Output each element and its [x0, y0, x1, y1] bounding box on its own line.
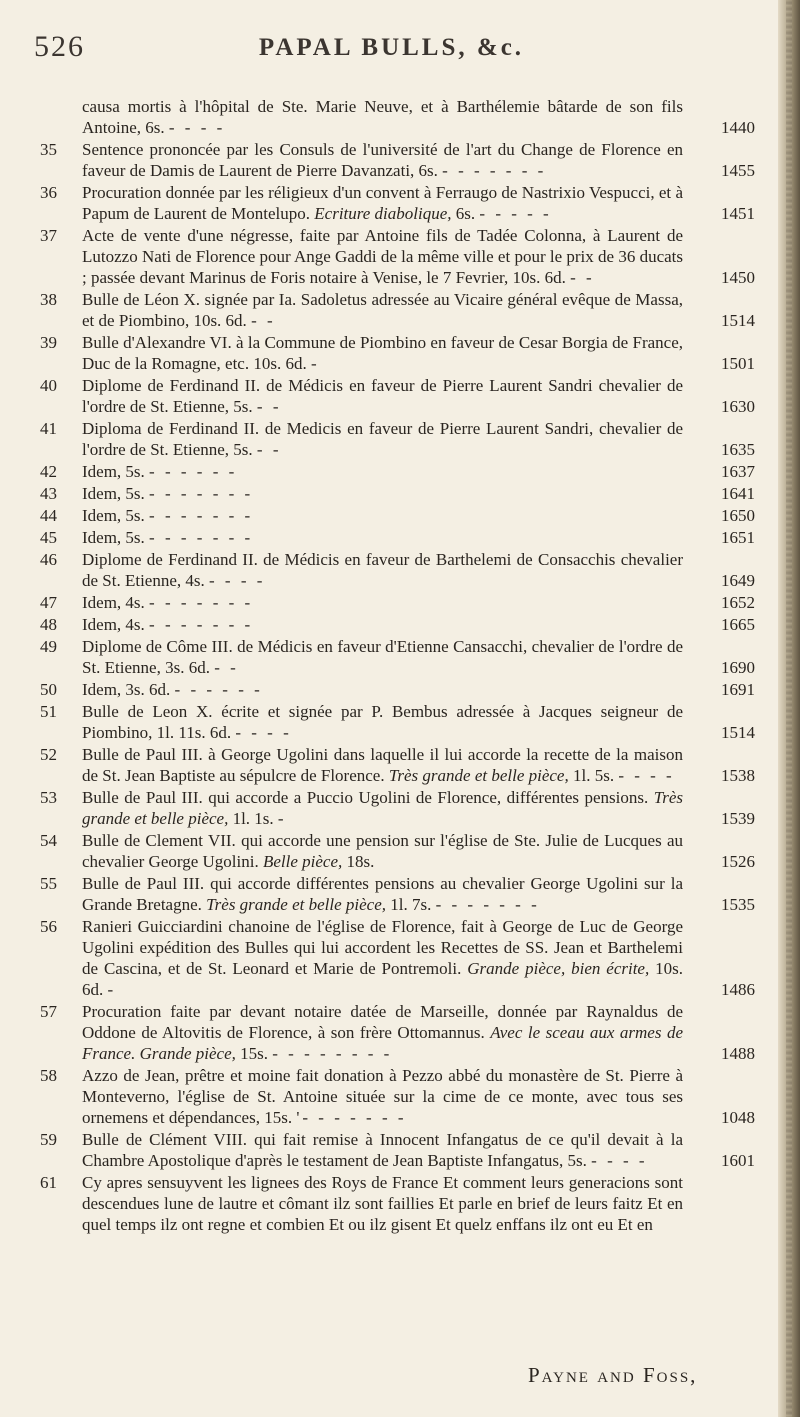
entry-description: [82, 744, 683, 786]
entry-year: 1514: [721, 311, 755, 330]
entry-description: [82, 549, 683, 591]
entry-text: Diplome de Ferdinand II. de Médicis en faveur de Barthelemi de Consacchis chevalier de St. Etienne, 4s.: [82, 550, 683, 590]
catalogue-entry: [40, 139, 755, 181]
catalogue-entry: [40, 592, 755, 613]
entry-description: [82, 375, 683, 417]
entry-description: [82, 614, 683, 635]
catalogue-entry: [40, 614, 755, 635]
entry-leader: - - - -: [591, 1151, 648, 1170]
catalogue-entry: [40, 1001, 755, 1064]
catalogue-entry: [40, 505, 755, 526]
entry-leader: - - - - -: [479, 204, 552, 223]
entry-year: 1635: [721, 440, 755, 459]
catalogue-entry: [40, 527, 755, 548]
entry-description: [82, 592, 683, 613]
entry-leader: - - - - - - -: [149, 615, 254, 634]
entry-year: 1641: [721, 484, 755, 503]
catalogue-entry: [40, 873, 755, 915]
entry-number: 44: [40, 506, 57, 525]
catalogue-entry: [40, 679, 755, 700]
entry-text: Idem, 5s.: [82, 506, 145, 525]
entry-number: 53: [40, 788, 57, 807]
catalogue-entry: [40, 701, 755, 743]
entry-year: 1535: [721, 895, 755, 914]
entry-number: 51: [40, 702, 57, 721]
entry-leader: - - - - - - - -: [272, 1044, 393, 1063]
entry-text: Diplome de Côme III. de Médicis en faveur d'Etienne Cansacchi, chevalier de l'ordre de St. Etienne, 3s. 6d.: [82, 637, 683, 677]
entry-year: 1637: [721, 462, 755, 481]
entry-note: Très grande et belle pièce,: [82, 788, 684, 828]
entry-year: 1650: [721, 506, 755, 525]
entry-text: Idem, 5s.: [82, 462, 145, 481]
entry-leader: - -: [570, 268, 595, 287]
entry-number: 43: [40, 484, 57, 503]
entry-leader: - - - - - - -: [149, 528, 254, 547]
entry-description: [82, 701, 683, 743]
catalogue-entry: [40, 916, 755, 1000]
entry-number: 61: [40, 1173, 57, 1192]
entry-price: 1l. 1s.: [232, 809, 274, 828]
entry-text: Cy apres sensuyvent les lignees des Roys de France Et comment leurs generacions sont descendues lune de lautre et cômant ilz sont faillies Et parle en brief de leurs faitz Et en quel temps ilz ont regne et combien Et ou ilz gisent Et quelz enffans ilz ont eu Et en: [82, 1173, 683, 1234]
entry-leader: '- - - - - - -: [296, 1108, 407, 1127]
entry-year: 1538: [721, 766, 755, 785]
entry-description: [82, 483, 683, 504]
entry-leader: -: [107, 980, 117, 999]
entry-description: [82, 787, 683, 829]
entry-number: 40: [40, 376, 57, 395]
entry-number: 49: [40, 637, 57, 656]
entry-year: 1526: [721, 852, 755, 871]
entry-leader: -: [310, 354, 320, 373]
entry-leader: - - - -: [209, 571, 266, 590]
entry-price: 1l. 7s.: [390, 895, 432, 914]
entry-description: [82, 139, 683, 181]
publisher-signature: Payne and Foss,: [528, 1363, 698, 1387]
entry-number: 35: [40, 140, 57, 159]
entry-leader: - - - - - - -: [149, 593, 254, 612]
entry-leader: - -: [256, 397, 282, 416]
entry-leader: - - - - - -: [149, 462, 238, 481]
entry-description: [82, 830, 683, 872]
entry-leader: - - - - - - -: [442, 161, 547, 180]
entry-text: Azzo de Jean, prêtre et moine fait donation à Pezzo abbé du monastère de St. Pierre à Monteverno, l'église de St. Antoine située sur la cime de ce monte, avec tous ses ornemens et dépendances, 15s.: [82, 1066, 683, 1127]
entry-description: [82, 916, 683, 1000]
entry-text: Idem, 4s.: [82, 615, 145, 634]
entry-number: 54: [40, 831, 57, 850]
entry-number: 47: [40, 593, 57, 612]
running-head: PAPAL BULLS, &c.: [258, 34, 525, 61]
entry-price: 15s.: [240, 1044, 269, 1063]
entry-year: 1601: [721, 1151, 755, 1170]
entry-price: 10s. 6d.: [82, 959, 684, 999]
entry-year: 1665: [721, 615, 755, 634]
catalogue-entry: [40, 1129, 755, 1171]
entry-text: causa mortis à l'hôpital de Ste. Marie Neuve, et à Barthélemie bâtarde de son fils Antoine, 6s.: [82, 97, 683, 137]
page-header: [34, 30, 749, 70]
entry-note: Très grande et belle pièce,: [206, 895, 387, 914]
entry-price: 6s.: [455, 204, 476, 223]
entry-text: Diplome de Ferdinand II. de Médicis en faveur de Pierre Laurent Sandri chevalier de l'ordre de St. Etienne, 5s.: [82, 376, 683, 416]
entry-number: 45: [40, 528, 57, 547]
entry-note: Avec le sceau aux armes de France. Grande pièce,: [82, 1023, 683, 1063]
entry-year: 1652: [721, 593, 755, 612]
entry-year: 1651: [721, 528, 755, 547]
catalogue-entry: [40, 461, 755, 482]
entry-note: Ecriture diabolique,: [314, 204, 452, 223]
entry-text: Bulle de Paul III. qui accorde a Puccio Ugolini de Florence, différentes pensions.: [82, 788, 649, 807]
catalogue-entry: [40, 1065, 755, 1128]
entry-year: 1649: [721, 571, 755, 590]
page-number: 526: [34, 30, 85, 63]
entry-number: 39: [40, 333, 57, 352]
entry-text: Bulle de Leon X. écrite et signée par P. Bembus adressée à Jacques seigneur de Piombino, 1l. 11s. 6d.: [82, 702, 683, 742]
entry-price: 18s.: [346, 852, 375, 871]
entry-year: 1450: [721, 268, 755, 287]
entry-note: Très grande et belle pièce,: [388, 766, 569, 785]
entry-year: 1488: [721, 1044, 755, 1063]
entry-text: Bulle de Léon X. signée par Ia. Sadoletus adressée au Vicaire général evêque de Massa, et de Piombino, 10s. 6d.: [82, 290, 683, 330]
catalogue-entry: [40, 182, 755, 224]
entry-text: Bulle de Paul III. qui accorde différentes pensions au chevalier George Ugolini sur la Grande Bretagne.: [82, 874, 683, 914]
entry-leader: - - - - - - -: [149, 484, 254, 503]
entry-description: [82, 1001, 683, 1064]
entry-price: 1l. 5s.: [572, 766, 615, 785]
entry-description: [82, 679, 683, 700]
catalogue-entry: [40, 289, 755, 331]
catalogue-entry: [40, 418, 755, 460]
catalogue-entry: [40, 332, 755, 374]
entry-description: [82, 636, 683, 678]
entry-year: 1455: [721, 161, 755, 180]
entry-year: 1691: [721, 680, 755, 699]
entry-number: 55: [40, 874, 57, 893]
entry-number: 52: [40, 745, 57, 764]
entry-text: Acte de vente d'une négresse, faite par Antoine fils de Tadée Colonna, à Laurent de Lutozzo Nati de Florence pour Ange Gaddi de la même ville et pour le prix de 36 ducats ; passée devant Marinus de Foris notaire à Venise, le 7 Fevrier, 10s. 6d.: [82, 226, 683, 287]
catalogue-entries: [40, 96, 755, 1236]
entry-number: 42: [40, 462, 57, 481]
entry-number: 57: [40, 1002, 57, 1021]
catalogue-entry: [40, 1172, 755, 1235]
entry-text: Procuration donnée par les réligieux d'un convent à Ferraugo de Nastrixio Vespucci, et à Papum de Laurent de Montelupo.: [82, 183, 683, 223]
entry-leader: - -: [251, 311, 276, 330]
entry-leader: - - - - - - -: [435, 895, 540, 914]
entry-number: 56: [40, 917, 57, 936]
entry-year: 1539: [721, 809, 755, 828]
entry-text: Ranieri Guicciardini chanoine de l'église de Florence, fait à George de Luc de George Ugolini expédition des Bulles qui lui accordent les Recettes de SS. Jean et Barthelemi de Cascina, et de St. Leonard et Marie de Pontremoli.: [82, 917, 683, 978]
entry-number: 37: [40, 226, 57, 245]
catalogue-entry: [40, 830, 755, 872]
entry-number: 48: [40, 615, 57, 634]
catalogue-entry: [40, 375, 755, 417]
entry-text: Procuration faite par devant notaire datée de Marseille, donnée par Raynaldus de Oddone de Altovitis de Florence, à son frère Ottomannus.: [82, 1002, 683, 1042]
entry-leader: - - - -: [168, 118, 226, 137]
entry-description: [82, 289, 683, 331]
catalogue-entry: [40, 96, 755, 138]
catalogue-entry: [40, 787, 755, 829]
entry-note: Grande pièce, bien écrite,: [467, 959, 650, 978]
entry-leader: - - - - - - -: [149, 506, 254, 525]
catalogue-entry: [40, 483, 755, 504]
catalogue-entry: [40, 636, 755, 678]
entry-year: 1486: [721, 980, 755, 999]
entry-number: 58: [40, 1066, 57, 1085]
entry-description: [82, 418, 683, 460]
entry-text: Bulle de Clément VIII. qui fait remise à Innocent Infangatus de ce qu'il devait à la Chambre Apostolique d'après le testament de Jean Baptiste Infangatus, 5s.: [82, 1130, 683, 1170]
entry-text: Idem, 4s.: [82, 593, 145, 612]
entry-number: 50: [40, 680, 57, 699]
entry-description: [82, 332, 683, 374]
entry-text: Bulle d'Alexandre VI. à la Commune de Piombino en faveur de Cesar Borgia de France, Duc de la Romagne, etc. 10s. 6d.: [82, 333, 683, 373]
entry-leader: - -: [256, 440, 282, 459]
entry-year: 1451: [721, 204, 755, 223]
entry-text: Idem, 5s.: [82, 484, 145, 503]
entry-description: [82, 527, 683, 548]
page-edge: [778, 0, 800, 1417]
entry-year: 1440: [721, 118, 755, 137]
entry-description: [82, 1172, 683, 1235]
entry-text: Bulle de Paul III. à George Ugolini dans laquelle il lui accorde la recette de la maison de St. Jean Baptiste au sépulcre de Florence.: [82, 745, 683, 785]
entry-number: 38: [40, 290, 57, 309]
entry-description: [82, 1129, 683, 1171]
entry-description: [82, 505, 683, 526]
entry-description: [82, 96, 683, 138]
entry-number: 36: [40, 183, 57, 202]
catalogue-entry: [40, 744, 755, 786]
entry-text: Bulle de Clement VII. qui accorde une pension sur l'église de Ste. Julie de Lucques au chevalier George Ugolini.: [82, 831, 683, 871]
entry-number: 41: [40, 419, 57, 438]
page-edge-texture: [786, 0, 792, 1417]
entry-note: Belle pièce,: [262, 852, 343, 871]
entry-leader: - - - -: [618, 766, 675, 785]
entry-year: 1048: [721, 1108, 755, 1127]
entry-number: 46: [40, 550, 57, 569]
entry-leader: - - - - - -: [174, 680, 263, 699]
entry-number: 59: [40, 1130, 57, 1149]
entry-text: Idem, 3s. 6d.: [82, 680, 171, 699]
entry-year: 1690: [721, 658, 755, 677]
entry-leader: - -: [214, 658, 239, 677]
entry-text: Diploma de Ferdinand II. de Medicis en faveur de Pierre Laurent Sandri, chevalier de l'ordre de St. Etienne, 5s.: [82, 419, 683, 459]
entry-text: Sentence prononcée par les Consuls de l'université de l'art du Change de Florence en faveur de Damis de Laurent de Pierre Davanzati, 6s.: [82, 140, 683, 180]
entry-leader: - - - -: [235, 723, 292, 742]
entry-description: [82, 225, 683, 288]
catalogue-entry: [40, 549, 755, 591]
entry-year: 1514: [721, 723, 755, 742]
entry-description: [82, 873, 683, 915]
entry-year: 1501: [721, 354, 755, 373]
entry-description: [82, 182, 683, 224]
entry-year: 1630: [721, 397, 755, 416]
catalogue-entry: [40, 225, 755, 288]
entry-text: Idem, 5s.: [82, 528, 145, 547]
entry-description: [82, 461, 683, 482]
entry-description: [82, 1065, 683, 1128]
entry-leader: -: [277, 809, 287, 828]
